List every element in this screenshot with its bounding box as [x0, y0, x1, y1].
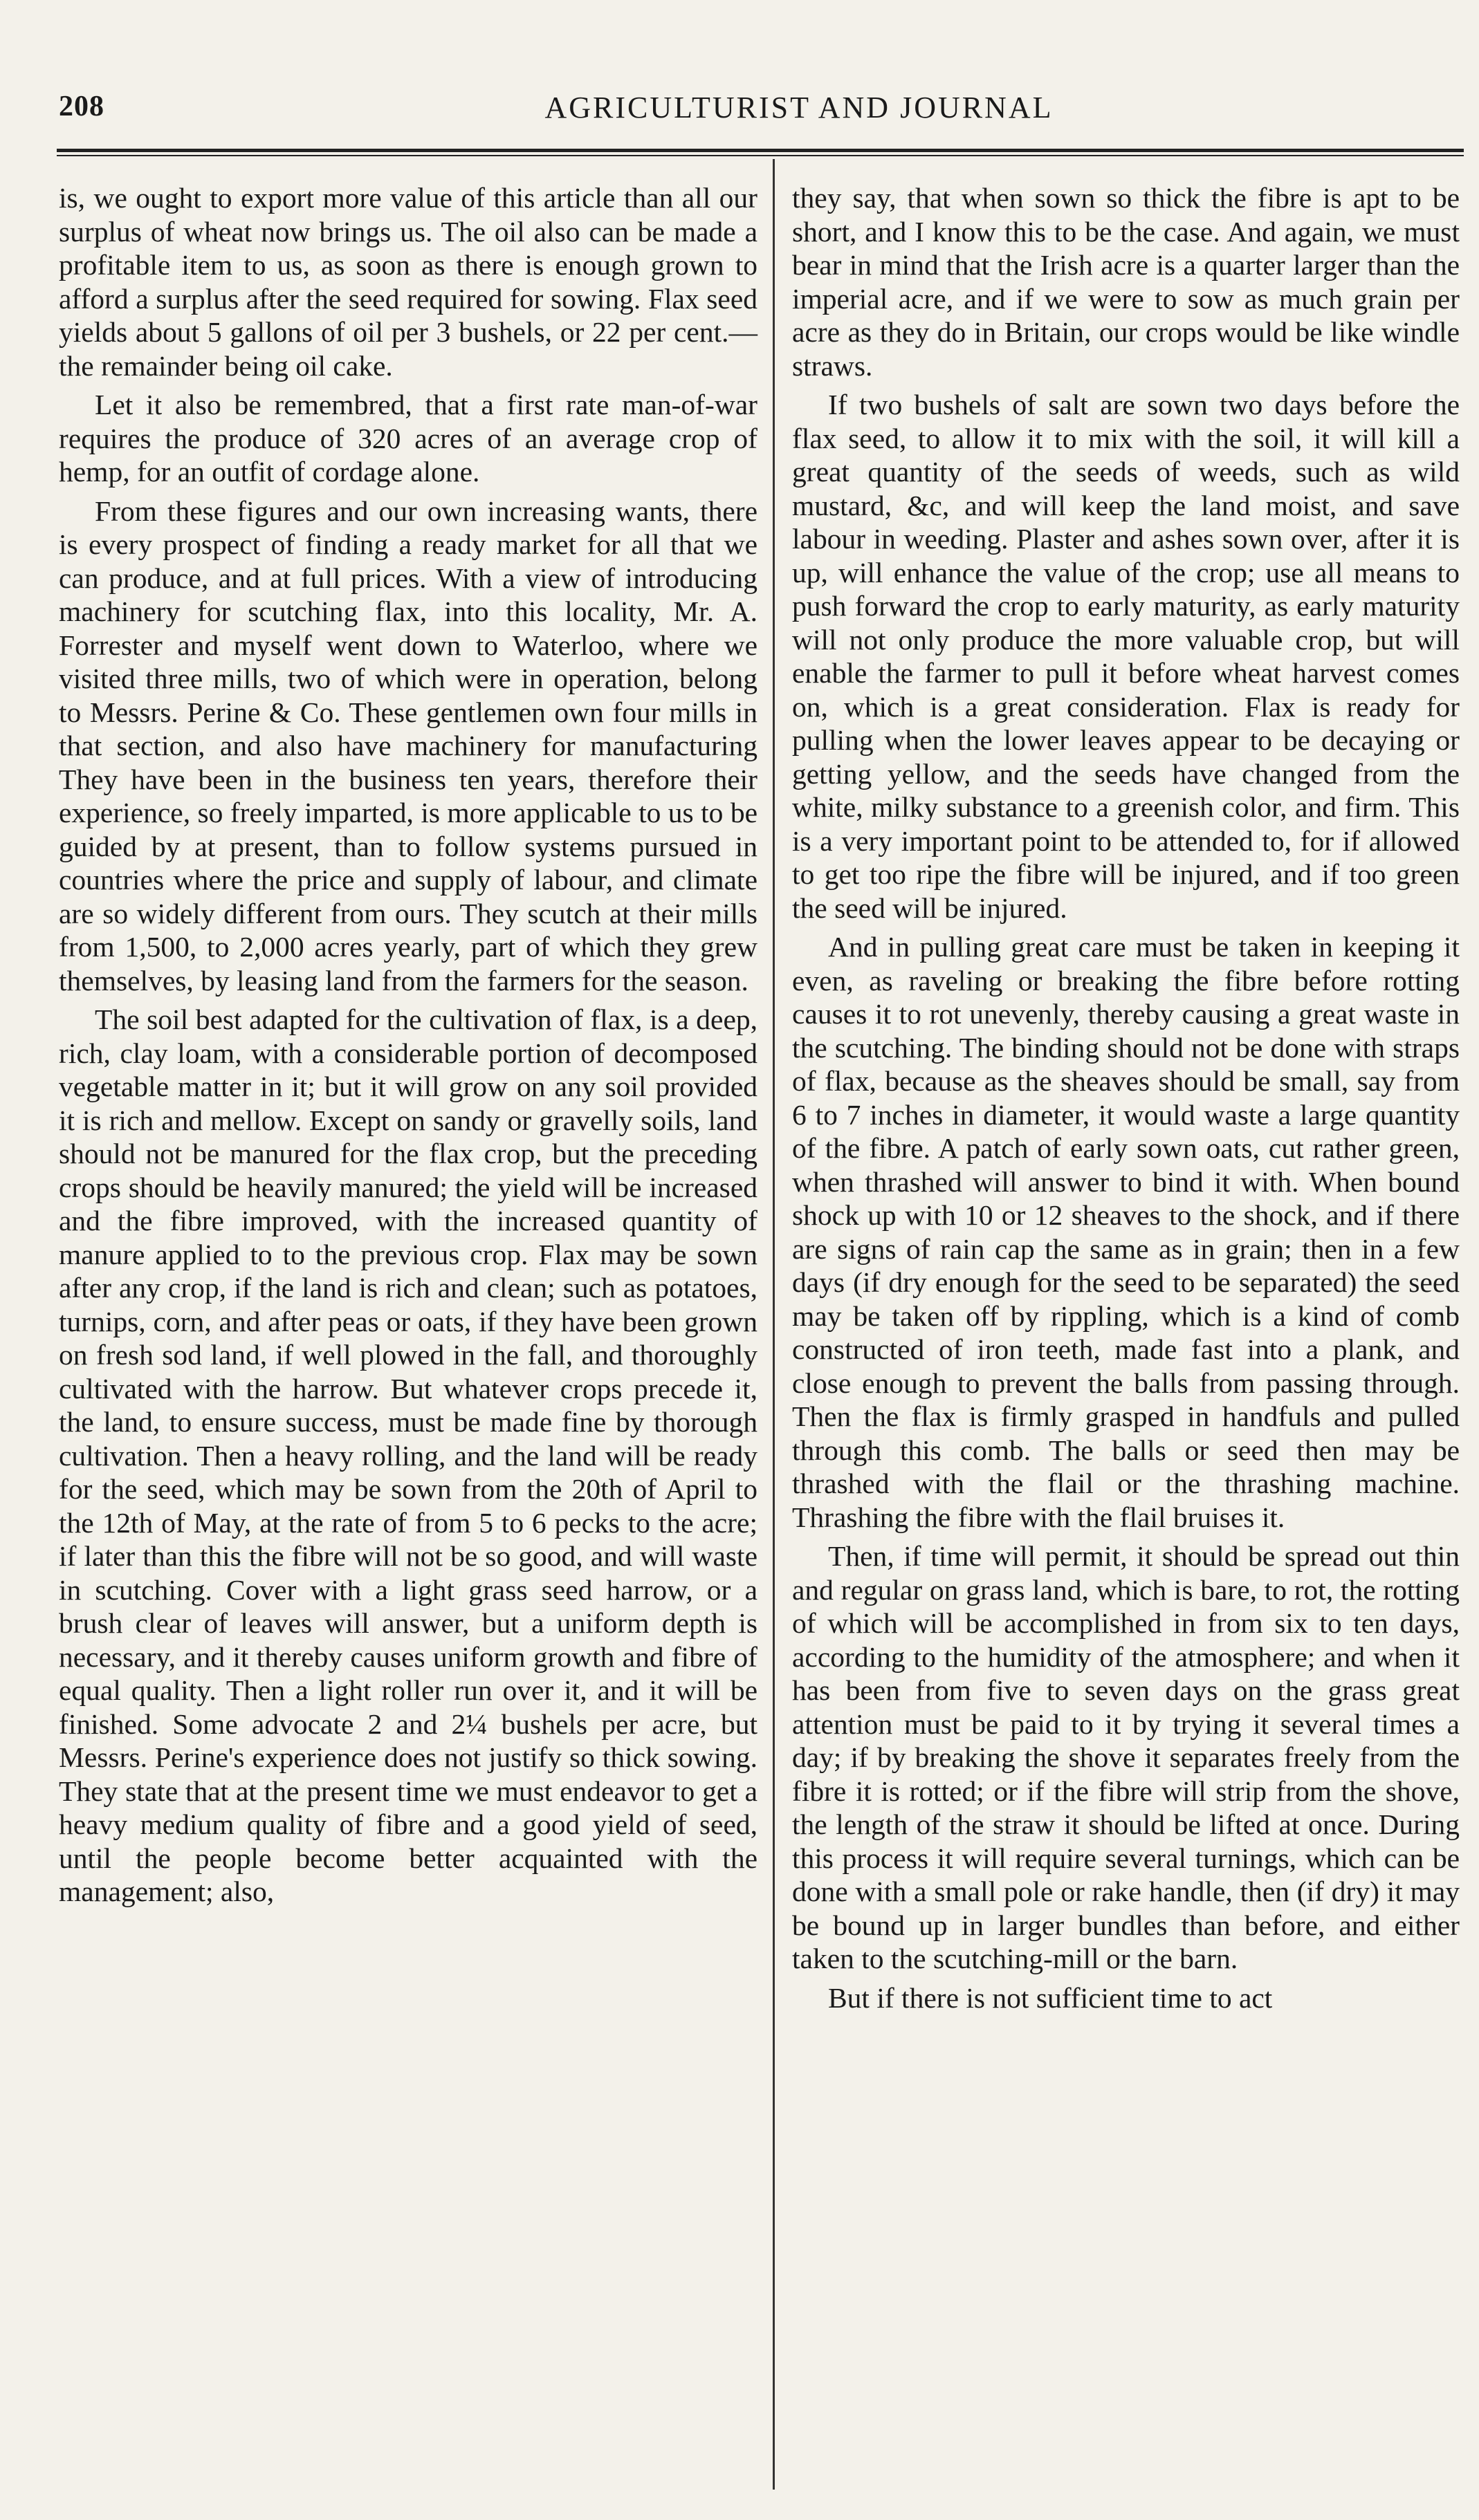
column-divider [773, 159, 775, 2490]
running-title: AGRICULTURIST AND JOURNAL [544, 91, 1054, 124]
right-column [792, 181, 1460, 2020]
paragraph: From these figures and our own increasing wants, there is every prospect of finding a ready market for all that we can produce, and at full prices. With a view of introducing machinery for scutching flax, into this locality, Mr. A. Forrester and myself went down to Waterloo, where we visited three mills, two of which were in operation, belong to Messrs. Perine & Co. These gentlemen own four mills in that section, and also have machinery for manufacturing They have been in the business ten years, therefore their experience, so freely imparted, is more applicable to us to be guided by at present, than to follow systems pursued in countries where the price and supply of labour, and climate are so widely different from ours. They scutch at their mills from 1,500, to 2,000 acres yearly, part of which they grew themselves, by leasing land from the farmers for the season. [59, 494, 757, 997]
paragraph: Then, if time will permit, it should be spread out thin and regular on grass land, which is bare, to rot, the rotting of which will be accomplished in from six to ten days, according to the humidity of the atmosphere; and when it has been from five to seven days on the grass great attention must be paid to it by trying it several times a day; if by breaking the shove it separates freely from the fibre it is rotted; or if the fibre will strip from the shove, the length of the straw it should be lifted at once. During this process it will require several turnings, which can be done with a small pole or rake handle, then (if dry) it may be bound up in larger bundles than before, and either taken to the scutching-mill or the barn. [792, 1540, 1460, 1974]
header-rule-thin [57, 155, 1464, 156]
paragraph: But if there is not sufficient time to act [828, 1981, 1273, 2014]
left-column [59, 181, 757, 1914]
paragraph: If two bushels of salt are sown two days before the flax seed, to allow it to mix with the soil, it will kill a great quantity of the seeds of weeds, such as wild mustard, &c, and will keep the land moist, and save labour in weeding. Plaster and ashes sown over, after it is up, will enhance the value of the crop; use all means to push forward the crop to early maturity, as early maturity will not only produce the more valuable crop, but will enable the farmer to pull it before wheat harvest comes on, which is a great consideration. Flax is ready for pulling when the lower leaves appear to be decaying or getting yellow, and the seeds have changed from the white, milky substance to a greenish color, and firm. This is a very important point to be attended to, for if allowed to get too ripe the fibre will be injured, and if too green the seed will be injured. [792, 389, 1460, 924]
paragraph: is, we ought to export more value of this article than all our surplus of wheat now brings us. The oil also can be made a profitable item to us, as soon as there is enough grown to afford a surplus after the seed required for sowing. Flax seed yields about 5 gallons of oil per 3 bushels, or 22 per cent.—the remainder being oil cake. [59, 182, 757, 382]
page-number: 208 [59, 91, 104, 122]
paragraph: The soil best adapted for the cultivation of flax, is a deep, rich, clay loam, with a considerable portion of decomposed vegetable matter in it; but it will grow on any soil provided it is rich and mellow. Except on sandy or gravelly soils, land should not be manured for the flax crop, but the preceding crops should be heavily manured; the yield will be increased and the fibre improved, with the increased quantity of manure applied to to the previous crop. Flax may be sown after any crop, if the land is rich and clean; such as potatoes, turnips, corn, and after peas or oats, if they have been grown on fresh sod land, if well plowed in the fall, and thoroughly cultivated with the harrow. But whatever crops precede it, the land, to ensure success, must be made fine by thorough cultivation. Then a heavy rolling, and the land will be ready for the seed, which may be sown from the 20th of April to the 12th of May, at the rate of from 5 to 6 pecks to the acre; if later than this the fibre will not be so good, and will waste in scutching. Cover with a light grass seed harrow, or a brush clear of leaves will answer, but a uniform depth is necessary, and it thereby causes uniform growth and fibre of equal quality. Then a light roller run over it, and it will be finished. Some advocate 2 and 2¼ bushels per acre, but Messrs. Perine's experience does not justify so thick sowing. They state that at the present time we must endeavor to get a heavy medium quality of fibre and a good yield of seed, until the people become better acquainted with the management; also, [59, 1003, 757, 1907]
paragraph: they say, that when sown so thick the fibre is apt to be short, and I know this to be the case. And again, we must bear in mind that the Irish acre is a quarter larger than the imperial acre, and if we were to sow as much grain per acre as they do in Britain, our crops would be like windle straws. [792, 182, 1460, 382]
paragraph: And in pulling great care must be taken in keeping it even, as raveling or breaking the fibre before rotting causes it to rot unevenly, thereby causing a great waste in the scutching. The binding should not be done with straps of flax, because as the sheaves should be small, say from 6 to 7 inches in diameter, it would waste a large quantity of the fibre. A patch of early sown oats, cut rather green, when thrashed will answer to bind it with. When bound shock up with 10 or 12 sheaves to the shock, and if there are signs of rain cap the same as in grain; then in a few days (if dry enough for the seed to be separated) the seed may be taken off by rippling, which is a kind of comb constructed of iron teeth, made fast into a plank, and close enough to prevent the balls from passing through. Then the flax is firmly grasped in handfuls and pulled through this comb. The balls or seed then may be thrashed with the flail or the thrashing machine. Thrashing the fibre with the flail bruises it. [792, 931, 1460, 1533]
header-rule-thick [57, 149, 1464, 152]
page-header [52, 90, 1463, 138]
paragraph: Let it also be remembred, that a first rate man-of-war requires the produce of 320 acres of an average crop of hemp, for an outfit of cordage alone. [59, 389, 757, 488]
